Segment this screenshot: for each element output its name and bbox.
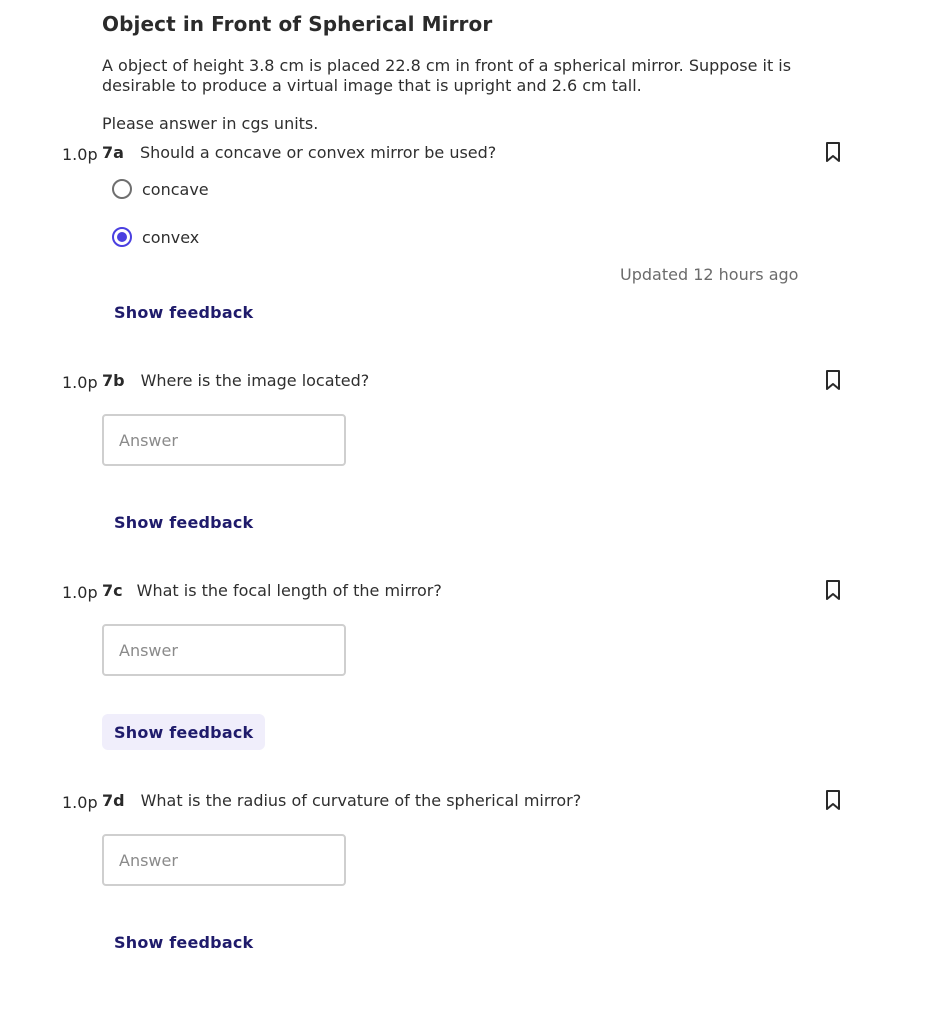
show-feedback-button[interactable]: Show feedback [114, 932, 254, 952]
radio-button-selected[interactable] [112, 227, 132, 247]
question-7b-header [62, 368, 369, 392]
question-points: 1.0p [62, 144, 98, 164]
answer-input[interactable] [102, 834, 346, 886]
option-convex[interactable] [112, 227, 199, 247]
question-points: 1.0p [62, 582, 98, 602]
question-points: 1.0p [62, 792, 98, 812]
question-7c-header [62, 578, 442, 602]
radio-button[interactable] [112, 179, 132, 199]
question-text: What is the focal length of the mirror? [136, 580, 442, 600]
question-number: 7b [102, 370, 125, 390]
option-label: concave [142, 179, 209, 199]
problem-description: A object of height 3.8 cm is placed 22.8 cm in front of a spherical mirror. Suppose it is desirable to produce a virtual image that is upright and 2.6 cm tall. [102, 56, 792, 95]
question-text: Where is the image located? [140, 370, 370, 390]
show-feedback-button[interactable]: Show feedback [102, 714, 265, 750]
question-7d-header [62, 788, 581, 812]
bookmark-icon[interactable] [824, 789, 842, 811]
question-points: 1.0p [62, 372, 98, 392]
option-label: convex [142, 227, 200, 247]
bookmark-icon[interactable] [824, 141, 842, 163]
show-feedback-button[interactable]: Show feedback [114, 512, 254, 532]
question-text: What is the radius of curvature of the spherical mirror? [140, 790, 582, 810]
answer-input[interactable] [102, 624, 346, 676]
question-number: 7c [102, 580, 123, 600]
units-note: Please answer in cgs units. [102, 114, 319, 133]
answer-input[interactable] [102, 414, 346, 466]
question-number: 7a [102, 142, 124, 162]
question-text: Should a concave or convex mirror be used? [139, 142, 497, 162]
show-feedback-button[interactable]: Show feedback [114, 302, 254, 322]
option-concave[interactable] [112, 179, 209, 199]
bookmark-icon[interactable] [824, 579, 842, 601]
question-7a-header [62, 140, 496, 164]
question-number: 7d [102, 790, 125, 810]
bookmark-icon[interactable] [824, 369, 842, 391]
updated-timestamp: Updated 12 hours ago [620, 265, 799, 284]
problem-title: Object in Front of Spherical Mirror [102, 12, 493, 36]
